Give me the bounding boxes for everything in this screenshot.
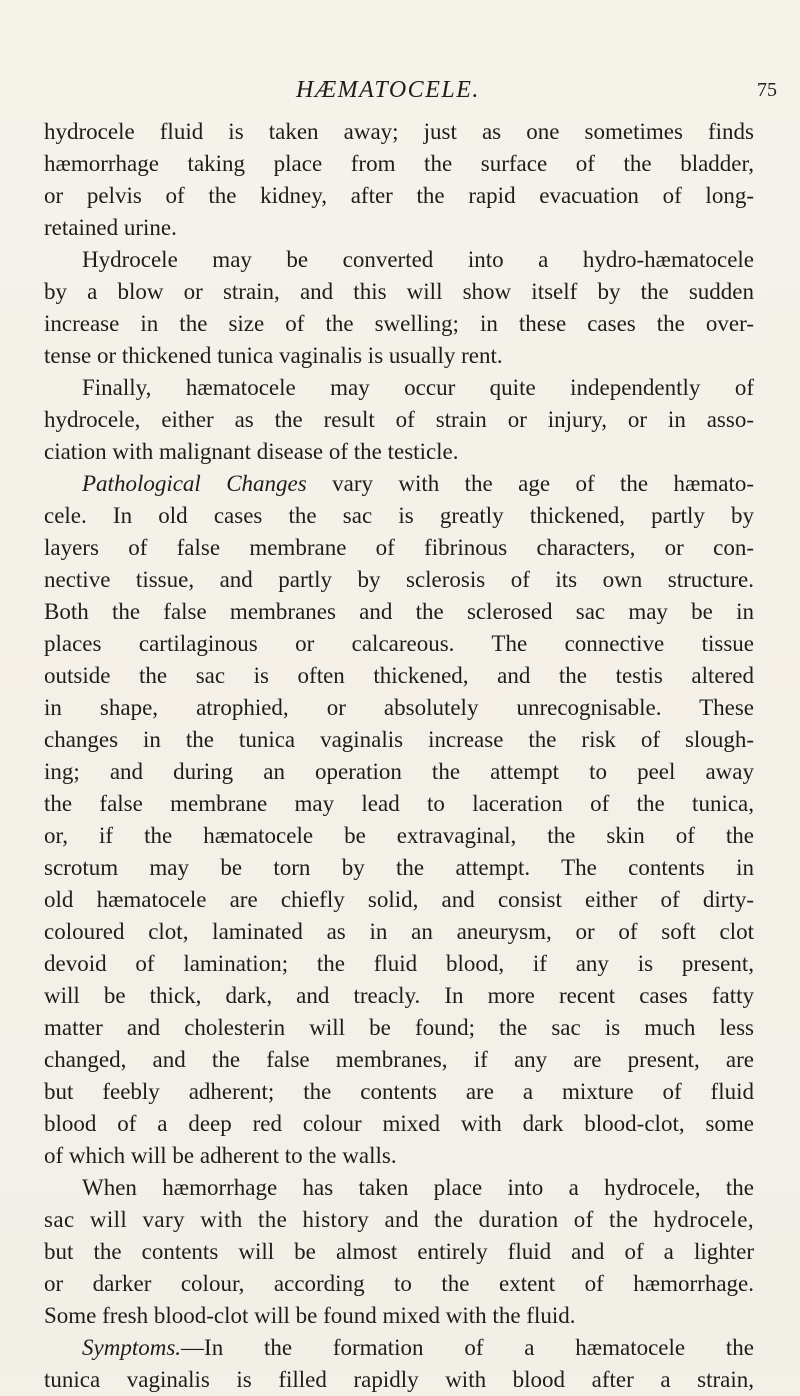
page-header: [0, 70, 800, 110]
body-text: [44, 116, 754, 1396]
text-line-13: cele. In old cases the sac is greatly thickened, partly by: [44, 503, 754, 528]
text-line-4: retained urine.: [44, 215, 177, 240]
text-line-38: Some fresh blood-clot will be found mixed with the fluid.: [44, 1303, 576, 1328]
text-line-35: sac will vary with the history and the duration of the hydrocele,: [44, 1207, 754, 1232]
text-line-24: scrotum may be torn by the attempt. The contents in: [44, 855, 754, 880]
text-line-30: changed, and the false membranes, if any are present, are: [44, 1047, 754, 1072]
running-head: HÆMATOCELE.: [296, 77, 480, 103]
text-line-22: the false membrane may lead to laceration of the tunica,: [44, 791, 754, 816]
text-line-32: blood of a deep red colour mixed with dark blood-clot, some: [44, 1111, 754, 1136]
text-line-16: Both the false membranes and the sclerosed sac may be in: [44, 599, 754, 624]
text-line-20: changes in the tunica vaginalis increase the risk of slough-: [44, 727, 754, 752]
text-line-23: or, if the hæmatocele be extravaginal, the skin of the: [44, 823, 754, 848]
section-heading-pathological-changes: Pathological Changes: [82, 471, 307, 496]
text-line-17: places cartilaginous or calcareous. The connective tissue: [44, 631, 754, 656]
text-line-11: ciation with malignant disease of the testicle.: [44, 439, 459, 464]
text-line-36: but the contents will be almost entirely fluid and of a lighter: [44, 1239, 754, 1264]
text-line-8: tense or thickened tunica vaginalis is usually rent.: [44, 343, 503, 368]
text-line-12: [44, 468, 754, 500]
text-line-37: or darker colour, according to the extent of hæmorrhage.: [44, 1271, 754, 1296]
text-line-1: hydrocele fluid is taken away; just as one sometimes finds: [44, 119, 754, 144]
section-heading-symptoms: Symptoms.: [82, 1335, 182, 1360]
text-line-39: [44, 1332, 754, 1364]
text-line-39-rest: —In the formation of a hæmatocele the: [181, 1335, 754, 1360]
text-line-21: ing; and during an operation the attempt to peel away: [44, 759, 754, 784]
text-line-29: matter and cholesterin will be found; the sac is much less: [44, 1015, 754, 1040]
text-line-40: tunica vaginalis is filled rapidly with blood after a strain,: [44, 1367, 754, 1392]
text-line-33: of which will be adherent to the walls.: [44, 1143, 397, 1168]
text-line-28: will be thick, dark, and treacly. In more recent cases fatty: [44, 983, 754, 1008]
text-line-6: by a blow or strain, and this will show itself by the sudden: [44, 279, 754, 304]
text-line-7: increase in the size of the swelling; in these cases the over-: [44, 311, 754, 336]
text-line-5: Hydrocele may be converted into a hydro-hæmatocele: [82, 247, 754, 272]
text-line-31: but feebly adherent; the contents are a mixture of fluid: [44, 1079, 754, 1104]
text-line-14: layers of false membrane of fibrinous characters, or con-: [44, 535, 754, 560]
text-line-2: hæmorrhage taking place from the surface of the bladder,: [44, 151, 754, 176]
text-line-15: nective tissue, and partly by sclerosis of its own structure.: [44, 567, 754, 592]
text-line-34: When hæmorrhage has taken place into a hydrocele, the: [82, 1175, 754, 1200]
page-number: 75: [757, 79, 777, 101]
text-line-12-rest: vary with the age of the hæmato-: [306, 471, 754, 496]
text-line-19: in shape, atrophied, or absolutely unrecognisable. These: [44, 695, 754, 720]
text-line-25: old hæmatocele are chiefly solid, and consist either of dirty-: [44, 887, 754, 912]
text-line-10: hydrocele, either as the result of strain or injury, or in asso-: [44, 407, 754, 432]
text-line-27: devoid of lamination; the fluid blood, if any is present,: [44, 951, 754, 976]
text-line-3: or pelvis of the kidney, after the rapid evacuation of long-: [44, 183, 754, 208]
text-line-18: outside the sac is often thickened, and the testis altered: [44, 663, 754, 688]
text-line-26: coloured clot, laminated as in an aneurysm, or of soft clot: [44, 919, 754, 944]
text-line-9: Finally, hæmatocele may occur quite independently of: [82, 375, 754, 400]
